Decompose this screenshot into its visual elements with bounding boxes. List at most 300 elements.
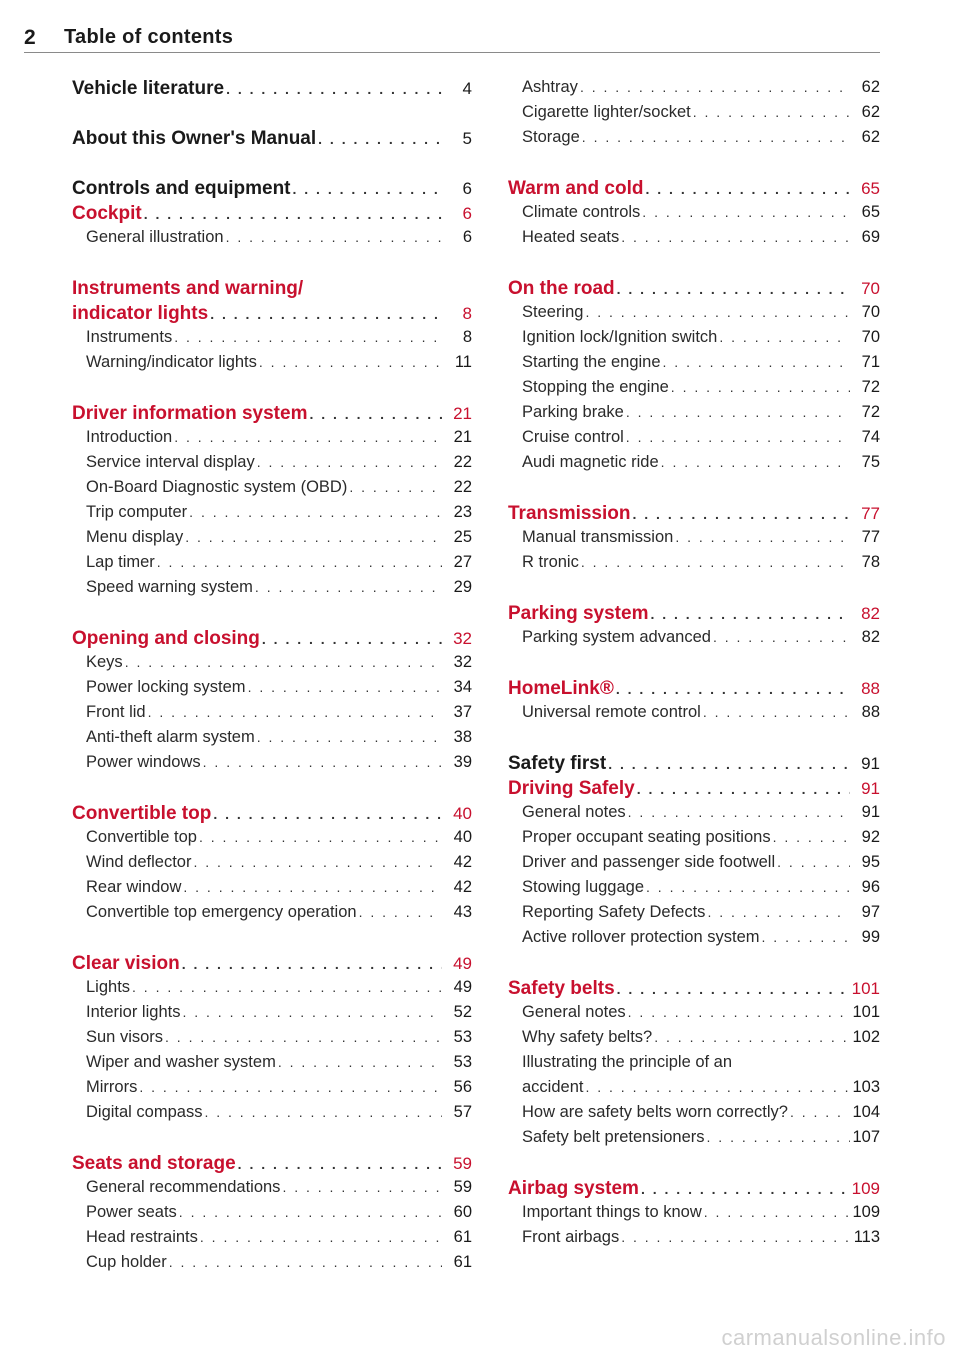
dot-leader xyxy=(246,679,442,695)
dot-leader xyxy=(702,1204,850,1220)
dot-leader xyxy=(760,929,850,945)
toc-section-entry[interactable] xyxy=(72,403,472,425)
dot-leader xyxy=(257,354,442,370)
dot-leader xyxy=(255,454,442,470)
toc-entry-title: Power windows xyxy=(86,753,201,771)
toc-page-number: 88 xyxy=(861,679,880,698)
toc-page-number: 40 xyxy=(453,828,472,846)
toc-page-number: 11 xyxy=(454,353,472,371)
toc-page-number: 99 xyxy=(861,928,880,946)
toc-entry[interactable] xyxy=(72,703,472,722)
toc-entry-title: Steering xyxy=(522,303,584,321)
toc-entry-title: Airbag system xyxy=(508,1178,639,1199)
dot-leader xyxy=(167,1254,442,1270)
toc-page-number: 77 xyxy=(861,504,880,523)
dot-leader xyxy=(626,804,850,820)
toc-entry[interactable] xyxy=(508,103,880,122)
toc-entry-title: Storage xyxy=(522,128,580,146)
toc-entry-title: Parking system xyxy=(508,603,649,624)
dot-leader xyxy=(669,379,850,395)
toc-entry[interactable] xyxy=(72,1028,472,1047)
toc-entry[interactable] xyxy=(72,553,472,572)
toc-page-number: 61 xyxy=(453,1228,472,1246)
toc-page-number: 72 xyxy=(861,378,880,396)
toc-entry-title: Convertible top xyxy=(72,803,212,824)
toc-entry-title: R tronic xyxy=(522,553,579,571)
toc-entry-title: Driving Safely xyxy=(508,778,635,799)
toc-entry[interactable] xyxy=(72,878,472,897)
toc-entry[interactable] xyxy=(508,453,880,472)
dot-leader xyxy=(648,606,850,622)
toc-entry[interactable] xyxy=(72,828,472,847)
toc-page-number: 32 xyxy=(453,629,472,648)
toc-page-number: 82 xyxy=(861,604,880,623)
toc-entry[interactable] xyxy=(508,128,880,147)
toc-entry-title: Stowing luggage xyxy=(522,878,645,896)
toc-entry[interactable] xyxy=(72,1178,472,1197)
toc-page-number: 6 xyxy=(462,228,472,246)
dot-leader xyxy=(202,1104,442,1120)
toc-entry-title: Wind deflector xyxy=(86,853,192,871)
toc-entry[interactable] xyxy=(72,1003,472,1022)
toc-page-number: 95 xyxy=(861,853,880,871)
header-divider xyxy=(24,52,880,53)
toc-entry-title: Front airbags xyxy=(522,1228,620,1246)
dot-leader xyxy=(316,131,442,147)
toc-entry-title: Cup holder xyxy=(86,1253,167,1271)
toc-entry-title: Opening and closing xyxy=(72,628,260,649)
toc-entry-title: Sun visors xyxy=(86,1028,164,1046)
toc-entry[interactable] xyxy=(508,528,880,547)
toc-entry-title: Wiper and washer system xyxy=(86,1053,276,1071)
toc-entry[interactable] xyxy=(72,678,472,697)
toc-page-number: 70 xyxy=(861,303,880,321)
toc-section-entry[interactable] xyxy=(72,78,472,100)
toc-entry-title: indicator lights xyxy=(72,303,209,324)
dot-leader xyxy=(691,104,850,120)
dot-leader xyxy=(631,506,851,522)
dot-leader xyxy=(673,529,850,545)
toc-entry-title: Controls and equipment xyxy=(72,178,291,199)
toc-entry-title: Trip computer xyxy=(86,503,188,521)
toc-entry[interactable] xyxy=(508,1078,880,1097)
toc-entry[interactable] xyxy=(508,378,880,397)
toc-section-entry[interactable] xyxy=(72,178,472,200)
toc-entry-title: Illustrating the principle of an xyxy=(522,1053,733,1071)
toc-section-entry[interactable] xyxy=(508,678,880,700)
toc-page-number: 38 xyxy=(453,728,472,746)
dot-leader xyxy=(187,504,442,520)
dot-leader xyxy=(652,1029,850,1045)
toc-page-number: 91 xyxy=(861,754,880,773)
toc-page-number: 65 xyxy=(861,203,880,221)
toc-entry[interactable] xyxy=(508,803,880,822)
toc-entry-title: Active rollover protection system xyxy=(522,928,760,946)
dot-leader xyxy=(276,1054,442,1070)
dot-leader xyxy=(644,879,850,895)
toc-entry-title: Instruments and warning/ xyxy=(72,278,304,299)
dot-leader xyxy=(624,429,850,445)
toc-entry[interactable] xyxy=(72,1053,472,1072)
dot-leader xyxy=(583,1079,850,1095)
toc-section-entry[interactable] xyxy=(72,203,472,225)
toc-page-number: 77 xyxy=(861,528,880,546)
toc-entry-title: Service interval display xyxy=(86,453,255,471)
toc-entry-title: On-Board Diagnostic system (OBD) xyxy=(86,478,348,496)
toc-page-number: 23 xyxy=(453,503,472,521)
toc-page-number: 69 xyxy=(861,228,880,246)
toc-page-number: 107 xyxy=(852,1128,880,1146)
dot-leader xyxy=(280,1179,442,1195)
toc-page-number: 59 xyxy=(453,1178,472,1196)
dot-leader xyxy=(639,1181,850,1197)
toc-entry[interactable] xyxy=(72,1253,472,1272)
toc-page-number: 6 xyxy=(462,179,472,198)
toc-page-number: 42 xyxy=(453,878,472,896)
dot-leader xyxy=(224,81,442,97)
toc-section-entry[interactable] xyxy=(508,978,880,1000)
dot-leader xyxy=(142,206,442,222)
dot-leader xyxy=(711,629,850,645)
dot-leader xyxy=(177,1204,442,1220)
toc-entry-title: Audi magnetic ride xyxy=(522,453,659,471)
toc-page-number: 62 xyxy=(861,103,880,121)
toc-entry[interactable] xyxy=(72,978,472,997)
toc-section-entry[interactable] xyxy=(72,278,472,300)
toc-section-entry[interactable] xyxy=(508,603,880,625)
toc-entry-title: Convertible top emergency operation xyxy=(86,903,357,921)
dot-leader xyxy=(137,1079,442,1095)
toc-entry[interactable] xyxy=(508,78,880,97)
toc-entry[interactable] xyxy=(508,428,880,447)
toc-entry-title: Lap timer xyxy=(86,553,155,571)
toc-entry-title: Head restraints xyxy=(86,1228,198,1246)
dot-leader xyxy=(626,1004,850,1020)
toc-entry-title: Universal remote control xyxy=(522,703,701,721)
toc-page-number: 59 xyxy=(453,1154,472,1173)
dot-leader xyxy=(291,181,443,197)
toc-entry[interactable] xyxy=(508,1228,880,1247)
toc-entry-title: General notes xyxy=(522,803,626,821)
dot-leader xyxy=(180,1004,442,1020)
toc-page-number: 43 xyxy=(453,903,472,921)
dot-leader xyxy=(236,1156,442,1172)
toc-entry-title: Heated seats xyxy=(522,228,620,246)
toc-page-number: 101 xyxy=(851,979,880,998)
dot-leader xyxy=(357,904,442,920)
toc-entry[interactable] xyxy=(72,1203,472,1222)
toc-entry[interactable] xyxy=(72,728,472,747)
toc-page-number: 92 xyxy=(861,828,880,846)
toc-entry[interactable] xyxy=(508,1103,880,1122)
toc-page-number: 32 xyxy=(453,653,472,671)
toc-entry[interactable] xyxy=(508,303,880,322)
dot-leader xyxy=(253,579,442,595)
dot-leader xyxy=(224,229,442,245)
toc-entry[interactable] xyxy=(508,353,880,372)
dot-leader xyxy=(183,529,442,545)
toc-entry[interactable] xyxy=(72,503,472,522)
toc-page-number: 53 xyxy=(453,1053,472,1071)
dot-leader xyxy=(615,981,850,997)
toc-entry-title: Ashtray xyxy=(522,78,578,96)
dot-leader xyxy=(579,554,850,570)
toc-page-number: 88 xyxy=(861,703,880,721)
toc-entry[interactable] xyxy=(72,328,472,347)
toc-entry-title: Mirrors xyxy=(86,1078,138,1096)
toc-entry-title: General recommendations xyxy=(86,1178,281,1196)
toc-entry[interactable] xyxy=(508,928,880,947)
dot-leader xyxy=(155,554,442,570)
toc-entry[interactable] xyxy=(72,903,472,922)
toc-page-number: 49 xyxy=(453,954,472,973)
page-title: Table of contents xyxy=(64,26,234,48)
toc-entry-title: Cockpit xyxy=(72,203,142,224)
toc-entry[interactable] xyxy=(72,528,472,547)
dot-leader xyxy=(172,329,442,345)
toc-entry-title: Convertible top xyxy=(86,828,197,846)
toc-entry[interactable] xyxy=(72,1078,472,1097)
dot-leader xyxy=(163,1029,442,1045)
toc-section-entry[interactable] xyxy=(72,803,472,825)
dot-leader xyxy=(347,479,442,495)
toc-entry-title: Cigarette lighter/socket xyxy=(522,103,691,121)
dot-leader xyxy=(172,429,442,445)
toc-entry-title: Reporting Safety Defects xyxy=(522,903,706,921)
toc-section-entry[interactable] xyxy=(72,953,472,975)
dot-leader xyxy=(606,756,850,772)
toc-page-number: 109 xyxy=(851,1179,880,1198)
toc-page-number: 61 xyxy=(453,1253,472,1271)
toc-entry-title: Seats and storage xyxy=(72,1153,236,1174)
toc-page-number: 34 xyxy=(453,678,472,696)
toc-entry[interactable] xyxy=(508,1053,880,1072)
toc-entry[interactable] xyxy=(508,703,880,722)
toc-entry-title: Introduction xyxy=(86,428,173,446)
toc-entry[interactable] xyxy=(508,403,880,422)
toc-section-entry[interactable] xyxy=(508,753,880,775)
toc-entry-title: Driver information system xyxy=(72,403,308,424)
dot-leader xyxy=(614,681,850,697)
toc-entry-title: Lights xyxy=(86,978,131,996)
toc-entry[interactable] xyxy=(508,903,880,922)
toc-page-number: 62 xyxy=(861,128,880,146)
toc-page-number: 70 xyxy=(861,328,880,346)
dot-leader xyxy=(624,404,850,420)
toc-entry-title: Climate controls xyxy=(522,203,641,221)
dot-leader xyxy=(659,454,850,470)
toc-entry[interactable] xyxy=(508,328,880,347)
toc-page-number: 78 xyxy=(861,553,880,571)
toc-page-number: 113 xyxy=(853,1228,880,1246)
toc-entry-title: Important things to know xyxy=(522,1203,702,1221)
toc-page-number: 102 xyxy=(852,1028,880,1046)
dot-leader xyxy=(123,654,442,670)
toc-entry[interactable] xyxy=(72,578,472,597)
toc-page-number: 22 xyxy=(453,478,472,496)
dot-leader xyxy=(788,1104,850,1120)
dot-leader xyxy=(635,781,850,797)
toc-page-number: 52 xyxy=(453,1003,472,1021)
toc-entry-title: accident xyxy=(522,1078,584,1096)
dot-leader xyxy=(705,904,850,920)
toc-section-entry[interactable] xyxy=(72,1153,472,1175)
dot-leader xyxy=(260,631,442,647)
toc-entry[interactable] xyxy=(508,1203,880,1222)
toc-page-number: 27 xyxy=(453,553,472,571)
toc-page-number: 8 xyxy=(462,304,472,323)
toc-entry-title: Keys xyxy=(86,653,123,671)
toc-entry[interactable] xyxy=(72,853,472,872)
toc-entry-title: Proper occupant seating positions xyxy=(522,828,771,846)
toc-entry[interactable] xyxy=(508,878,880,897)
toc-page-number: 104 xyxy=(852,1103,880,1121)
toc-entry[interactable] xyxy=(72,428,472,447)
toc-page-number: 96 xyxy=(861,878,880,896)
toc-page-number: 72 xyxy=(861,403,880,421)
toc-entry-title: Clear vision xyxy=(72,953,180,974)
toc-entry-title: HomeLink® xyxy=(508,678,614,699)
toc-entry[interactable] xyxy=(508,228,880,247)
toc-page-number: 82 xyxy=(861,628,880,646)
dot-leader xyxy=(208,306,442,322)
toc-entry[interactable] xyxy=(508,853,880,872)
toc-page-number: 42 xyxy=(453,853,472,871)
toc-entry-title: Power locking system xyxy=(86,678,246,696)
toc-section-entry[interactable] xyxy=(72,128,472,150)
toc-entry[interactable] xyxy=(508,828,880,847)
dot-leader xyxy=(580,129,850,145)
toc-page-number: 21 xyxy=(453,428,472,446)
toc-entry-title: Power seats xyxy=(86,1203,177,1221)
toc-page-number: 21 xyxy=(453,404,472,423)
toc-section-entry[interactable] xyxy=(508,503,880,525)
toc-page-number: 91 xyxy=(861,779,880,798)
toc-entry[interactable] xyxy=(72,228,472,247)
dot-leader xyxy=(255,729,442,745)
toc-entry[interactable] xyxy=(508,203,880,222)
toc-page-number: 101 xyxy=(852,1003,880,1021)
toc-section-entry[interactable] xyxy=(508,778,880,800)
toc-entry[interactable] xyxy=(72,478,472,497)
toc-page-number: 65 xyxy=(861,179,880,198)
toc-section-entry[interactable] xyxy=(72,628,472,650)
toc-entry-title: General illustration xyxy=(86,228,224,246)
dot-leader xyxy=(717,329,850,345)
dot-leader xyxy=(705,1129,850,1145)
toc-entry-title: General notes xyxy=(522,1003,626,1021)
toc-page-number: 40 xyxy=(453,804,472,823)
toc-page-number: 103 xyxy=(852,1078,880,1096)
toc-entry-title: Cruise control xyxy=(522,428,624,446)
toc-section-entry[interactable] xyxy=(72,303,472,325)
dot-leader xyxy=(180,956,442,972)
toc-entry-title: Ignition lock/Ignition switch xyxy=(522,328,718,346)
toc-page-number: 60 xyxy=(453,1203,472,1221)
toc-page-number: 71 xyxy=(861,353,880,371)
dot-leader xyxy=(661,354,850,370)
toc-entry-title: Stopping the engine xyxy=(522,378,669,396)
toc-page-number: 25 xyxy=(453,528,472,546)
dot-leader xyxy=(130,979,442,995)
toc-page-number: 37 xyxy=(453,703,472,721)
toc-entry[interactable] xyxy=(72,1228,472,1247)
toc-section-entry[interactable] xyxy=(508,1178,880,1200)
toc-entry-title: Warm and cold xyxy=(508,178,644,199)
toc-page-number: 53 xyxy=(453,1028,472,1046)
toc-page-number: 49 xyxy=(453,978,472,996)
dot-leader xyxy=(775,854,850,870)
toc-entry[interactable] xyxy=(508,1003,880,1022)
toc-entry-title: Warning/indicator lights xyxy=(86,353,257,371)
toc-entry-title: Menu display xyxy=(86,528,184,546)
toc-entry-title: Front lid xyxy=(86,703,146,721)
toc-entry[interactable] xyxy=(508,1028,880,1047)
watermark: carmanualsonline.info xyxy=(721,1325,946,1350)
dot-leader xyxy=(701,704,850,720)
toc-entry[interactable] xyxy=(508,553,880,572)
dot-leader xyxy=(307,406,442,422)
dot-leader xyxy=(640,204,850,220)
toc-page-number: 62 xyxy=(861,78,880,96)
dot-leader xyxy=(198,1229,442,1245)
toc-entry[interactable] xyxy=(72,1103,472,1122)
toc-page-number: 91 xyxy=(861,803,880,821)
toc-entry-title: Interior lights xyxy=(86,1003,181,1021)
toc-page-number: 39 xyxy=(453,753,472,771)
toc-entry[interactable] xyxy=(72,653,472,672)
toc-entry-title: Transmission xyxy=(508,503,631,524)
toc-section-entry[interactable] xyxy=(508,278,880,300)
toc-page-number: 29 xyxy=(453,578,472,596)
toc-entry-title: Why safety belts? xyxy=(522,1028,653,1046)
dot-leader xyxy=(643,181,850,197)
toc-entry[interactable] xyxy=(72,753,472,772)
toc-section-entry[interactable] xyxy=(508,178,880,200)
toc-page-number: 5 xyxy=(462,129,472,148)
toc-entry-title: Instruments xyxy=(86,328,173,346)
toc-entry-title: Rear window xyxy=(86,878,182,896)
toc-entry-title: Safety belts xyxy=(508,978,615,999)
toc-entry-title: Safety first xyxy=(508,753,607,774)
dot-leader xyxy=(771,829,850,845)
toc-entry[interactable] xyxy=(508,628,880,647)
toc-page-number: 97 xyxy=(861,903,880,921)
toc-entry-title: Speed warning system xyxy=(86,578,253,596)
toc-page-number: 109 xyxy=(852,1203,880,1221)
toc-entry-title: On the road xyxy=(508,278,615,299)
toc-entry[interactable] xyxy=(508,1128,880,1147)
toc-entry-title: Digital compass xyxy=(86,1103,203,1121)
toc-entry-title: Starting the engine xyxy=(522,353,661,371)
dot-leader xyxy=(578,79,850,95)
dot-leader xyxy=(615,281,850,297)
toc-page-number: 74 xyxy=(861,428,880,446)
toc-page-number: 4 xyxy=(462,79,472,98)
toc-entry-title: Anti-theft alarm system xyxy=(86,728,255,746)
toc-page-number: 75 xyxy=(861,453,880,471)
toc-page-number: 8 xyxy=(462,328,472,346)
toc-entry-title: Driver and passenger side footwell xyxy=(522,853,776,871)
toc-entry[interactable] xyxy=(72,453,472,472)
dot-leader xyxy=(146,704,442,720)
page-number: 2 xyxy=(24,26,36,49)
toc-page-number: 6 xyxy=(462,204,472,223)
toc-page-number: 57 xyxy=(453,1103,472,1121)
toc-page-number: 56 xyxy=(453,1078,472,1096)
toc-entry[interactable] xyxy=(72,353,472,372)
toc-entry-title: Safety belt pretensioners xyxy=(522,1128,705,1146)
